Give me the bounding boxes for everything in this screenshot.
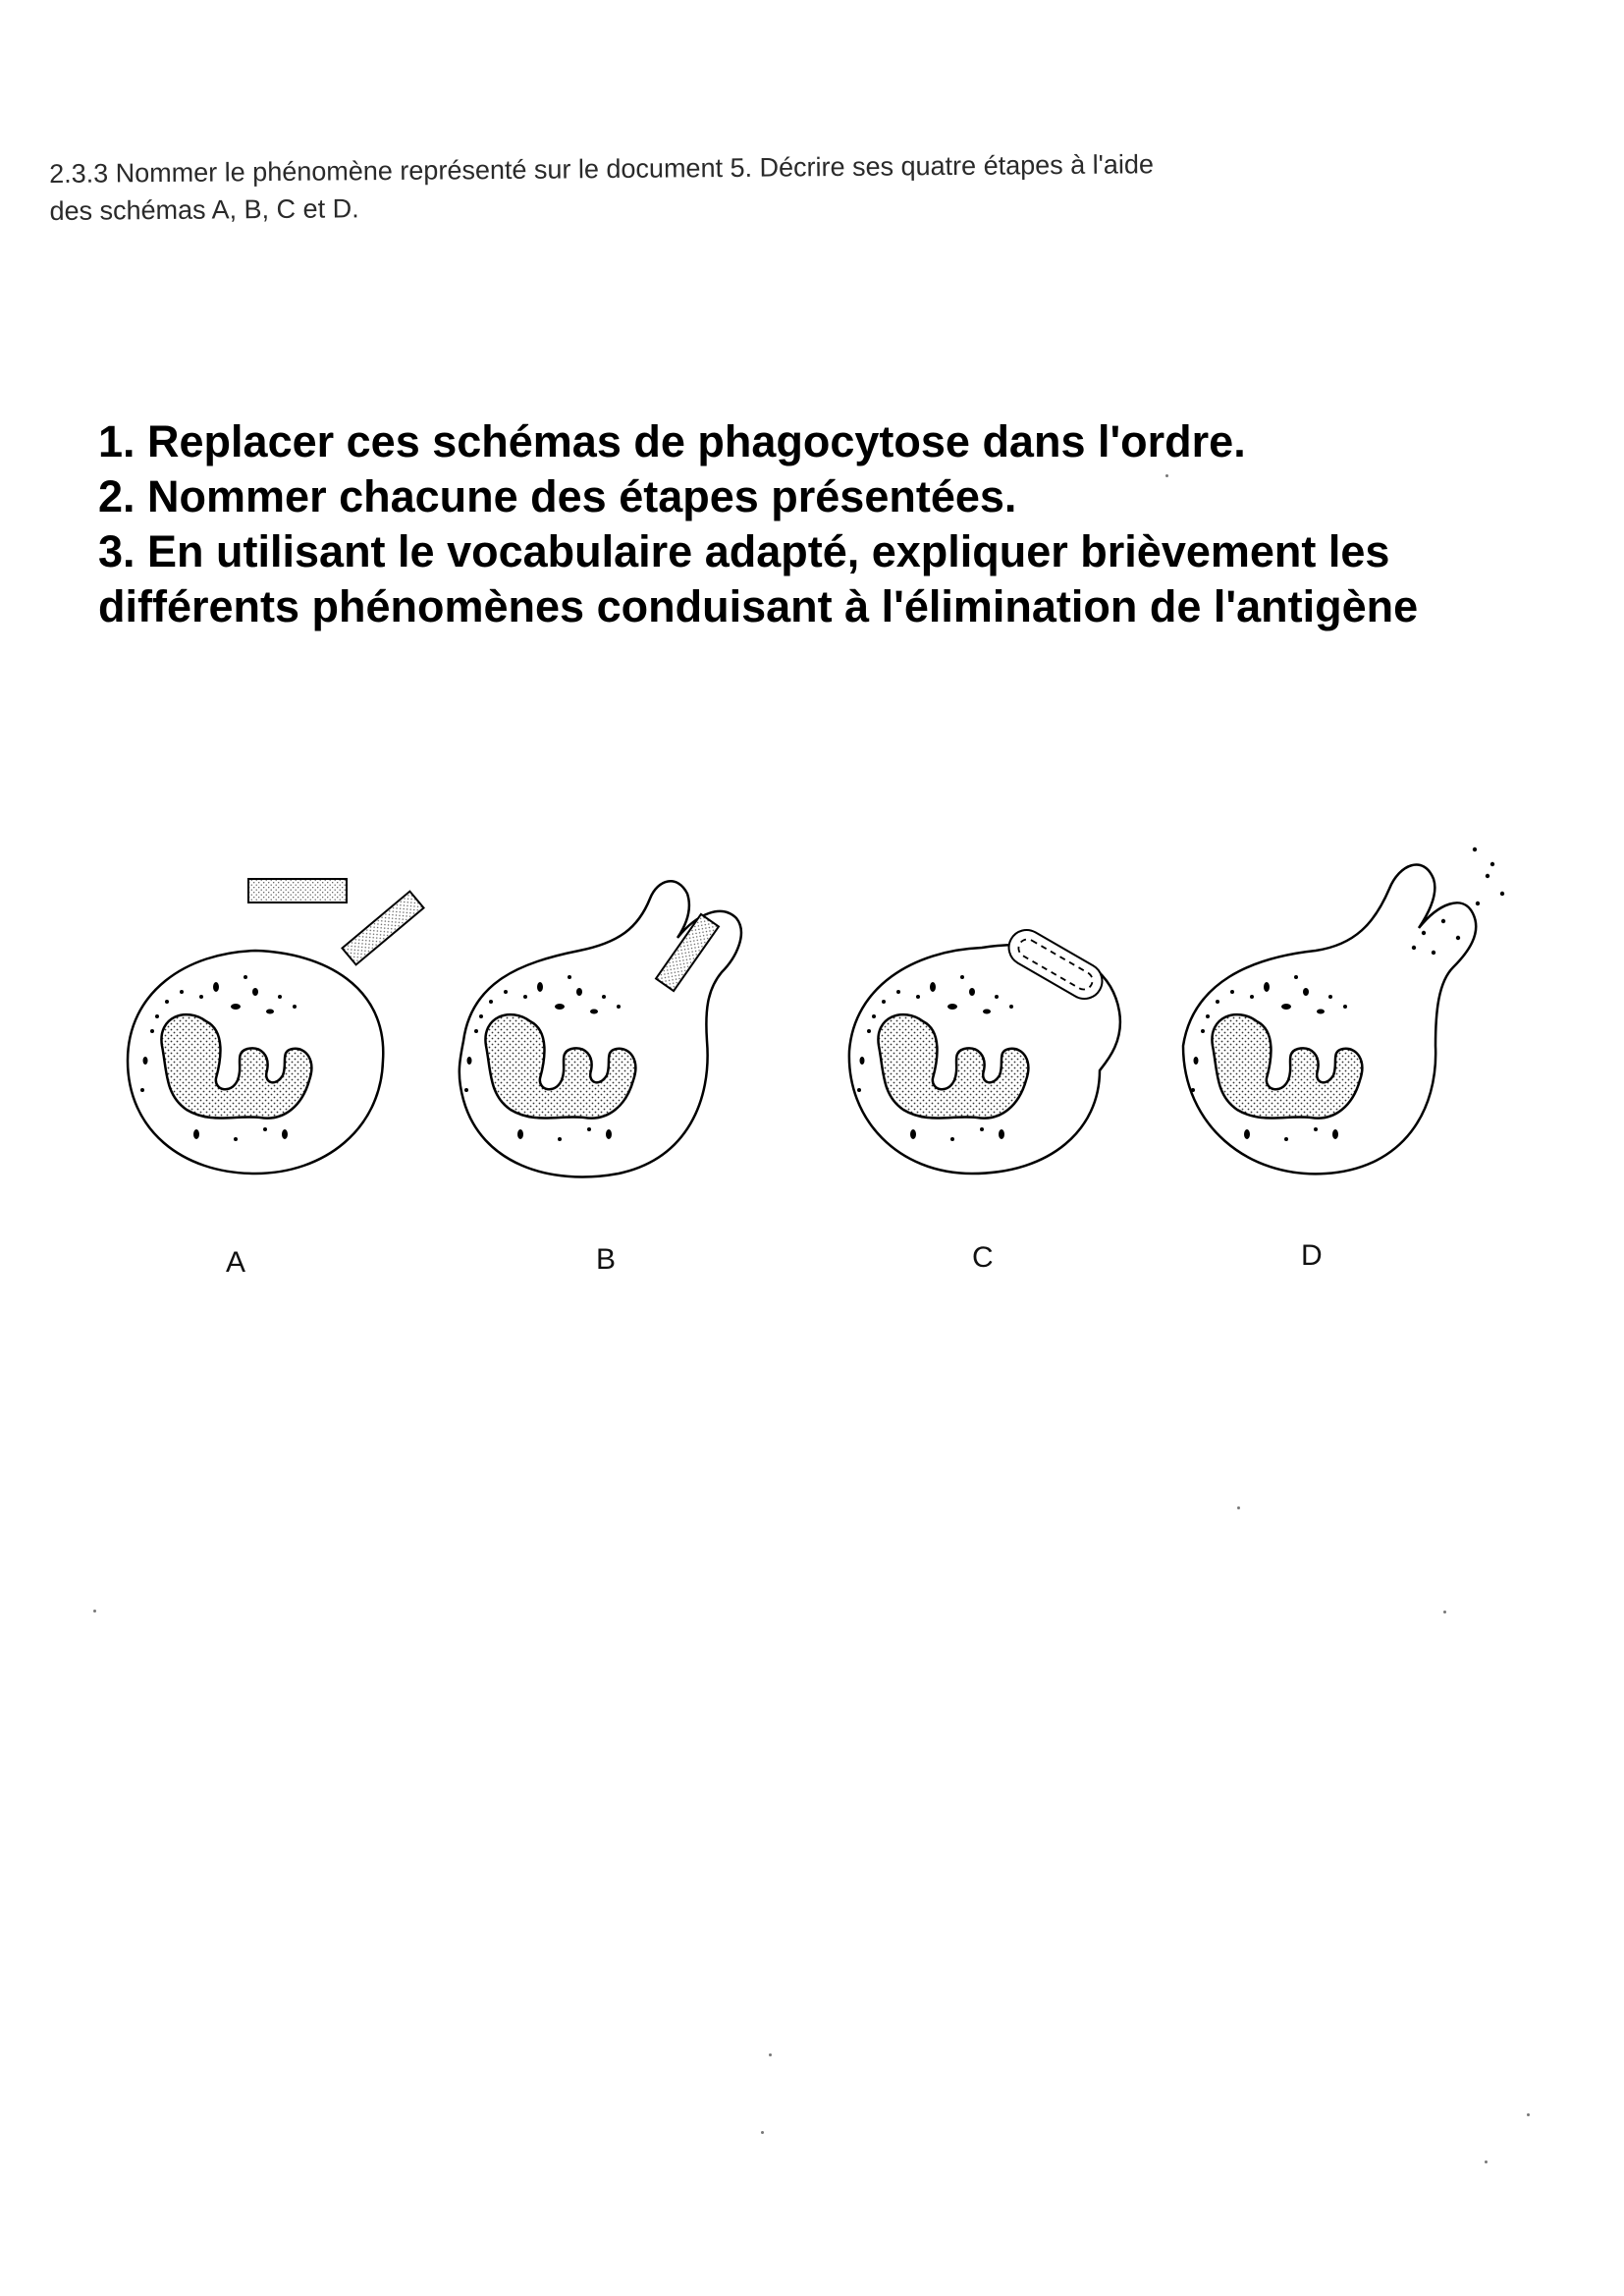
question-line-1: 2.3.3 Nommer le phénomène représenté sur le document 5. Décrire ses quatre étapes à l'aide	[49, 149, 1155, 189]
label-b: B	[596, 1243, 617, 1276]
scan-speck	[1165, 474, 1168, 477]
scan-speck	[1443, 1611, 1446, 1613]
cell-c	[849, 923, 1120, 1174]
scan-speck	[1527, 2113, 1530, 2116]
scan-speck	[93, 1610, 96, 1613]
question-line-2: des schémas A, B, C et D.	[49, 193, 359, 226]
instruction-3-continued: différents phénomènes conduisant à l'élimination de l'antigène	[98, 581, 1419, 631]
question-text	[49, 142, 1464, 230]
scan-speck	[1485, 2160, 1488, 2163]
cell-b	[460, 881, 741, 1176]
instruction-3: 3. En utilisant le vocabulaire adapté, expliquer brièvement les	[98, 526, 1390, 576]
scan-speck	[1237, 1506, 1240, 1509]
antigen-a-2	[342, 892, 423, 965]
label-c: C	[972, 1241, 994, 1274]
phagocytosis-diagram	[0, 825, 1624, 1316]
cell-a	[128, 951, 383, 1174]
instruction-1: 1. Replacer ces schémas de phagocytose dans l'ordre.	[98, 416, 1246, 466]
antigen-a-1	[248, 879, 347, 902]
scan-speck	[761, 2131, 764, 2134]
instruction-2: 2. Nommer chacune des étapes présentées.	[98, 471, 1017, 521]
label-a: A	[226, 1246, 246, 1279]
label-d: D	[1301, 1239, 1323, 1272]
cell-d	[1183, 847, 1504, 1175]
instructions-block	[98, 414, 1571, 634]
scan-speck	[769, 2053, 772, 2056]
